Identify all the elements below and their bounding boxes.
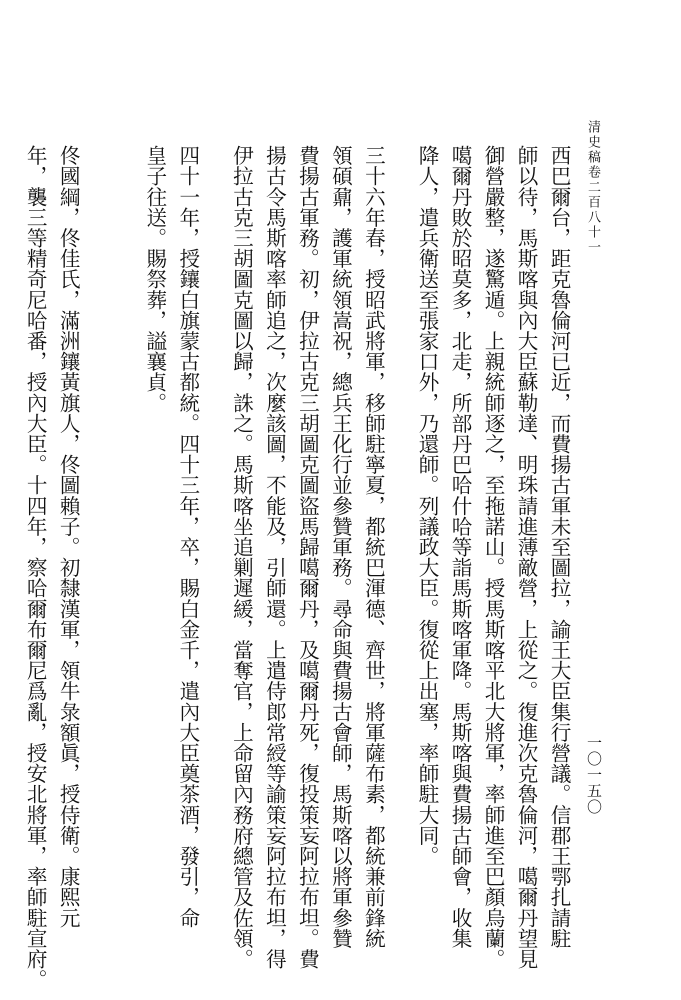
- text-column: 御營嚴整，遂驚遁。上親統師逐之，至拖諾山。授馬斯喀平北大將軍，率師進至巴顏烏蘭。: [481, 145, 505, 969]
- text-column: 師以待，馬斯喀與內大臣蘇勒達、明珠請進薄敵營，上從之。復進次克魯倫河，噶爾丹望見: [514, 145, 538, 969]
- text-column: 西巴爾台，距克魯倫河已近，而費揚古軍未至圖拉，諭王大臣集行營議。信郡王鄂扎請駐: [547, 145, 571, 949]
- blank-column: [105, 145, 138, 945]
- text-column: 佟國綱，佟佳氏，滿洲鑲黃旗人，佟圖賴子。初隸漢軍，領牛彔額眞，授侍衛。康熙元: [56, 145, 81, 928]
- text-column: 費揚古軍務。初，伊拉古克三胡圖克圖盜馬歸噶爾丹，及噶爾丹死，復投策妄阿拉布坦。費: [295, 145, 320, 969]
- text-column: 降人，遣兵衛送至張家口外，乃還師。列議政大臣。復從上出塞，率師駐大同。: [415, 145, 439, 866]
- text-column: 皇子往送。賜祭葬，謚襄貞。: [142, 145, 167, 413]
- book-title: 清史稿卷二百八十一: [585, 120, 600, 255]
- text-column: 揚古令馬斯喀率師追之，次麼該圖，不能及，引師還。上遣侍郎常綬等諭策妄阿拉布坦，得: [262, 145, 287, 969]
- text-column: 噶爾丹敗於昭莫多，北走，所部丹巴哈什哈等詣馬斯喀軍降。馬斯喀與費揚古師會，收集: [448, 145, 472, 949]
- page-number: 一〇一五〇: [585, 735, 603, 815]
- text-column: 年，襲三等精奇尼哈番，授內大臣。十四年，察哈爾布爾尼爲亂，授安北將軍，率師駐宣府。: [23, 145, 48, 990]
- text-column: 伊拉古克三胡圖克圖以歸，誅之。馬斯喀坐追剿遲緩，當奪官，上命留內務府總管及佐領。: [229, 145, 254, 969]
- text-column: 領碩鼐，護軍統領嵩祝，總兵王化行並參贊軍務。尋命與費揚古會師，馬斯喀以將軍參贊: [328, 145, 353, 949]
- text-column: 三十六年春，授昭武將軍，移師駐寧夏，都統巴渾德、齊世，將軍薩布素，都統兼前鋒統: [361, 145, 386, 949]
- body-text: [23, 145, 575, 990]
- text-column: 四十一年，授鑲白旗蒙古都統。四十三年，卒，賜白金千，遣內大臣奠茶酒，發引，命: [175, 145, 200, 928]
